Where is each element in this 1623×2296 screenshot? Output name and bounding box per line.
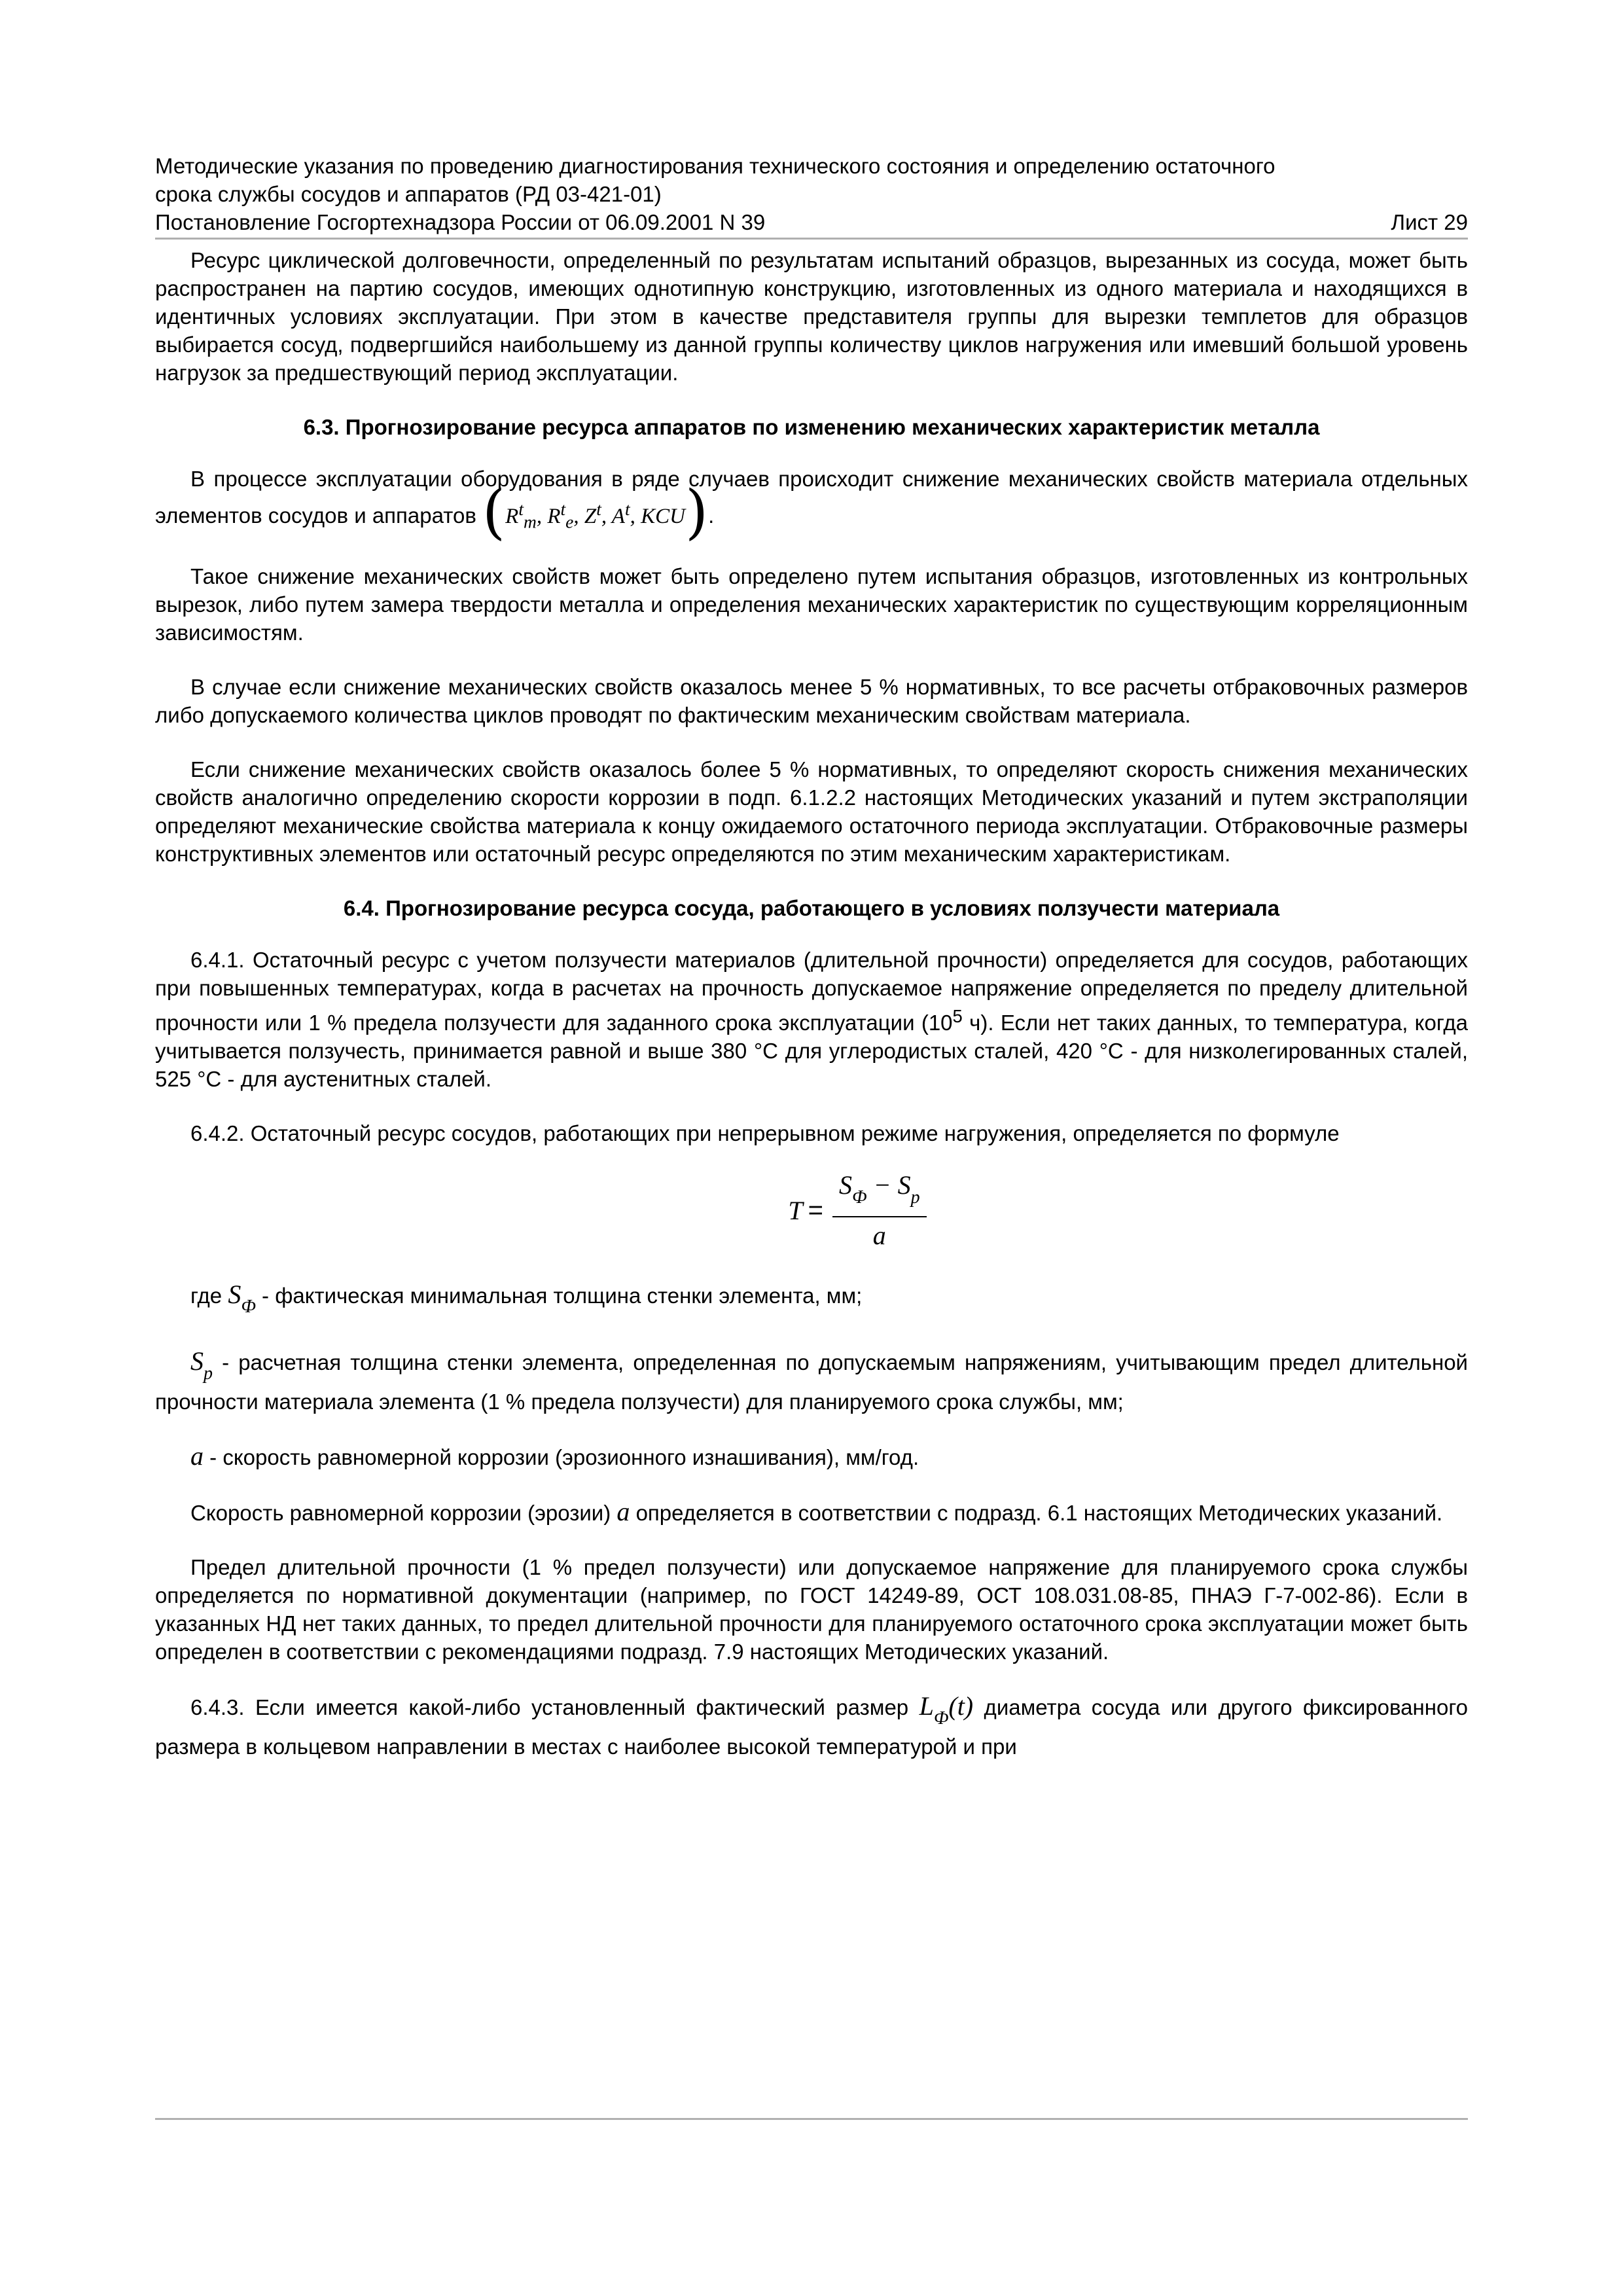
paragraph-mech-properties-text: В процессе эксплуатации оборудования в ряде случаев происходит снижение механических свойств материала отдельных элементов сосудов и аппаратов	[155, 467, 1468, 528]
exponent-5: 5	[952, 1005, 963, 1026]
footer-divider	[155, 2118, 1468, 2120]
definition-s-f: где $S_Ф$ - фактическая минимальная толщина стенки элемента, мм;	[190, 1279, 863, 1317]
formula-denominator: a	[872, 1220, 886, 1250]
definition-a: a - скорость равномерной коррозии (эрозионного изнашивания), мм/год.	[190, 1441, 919, 1471]
section-heading-6-3: 6.3. Прогнозирование ресурса аппаратов по изменению механических характеристик металла	[303, 415, 1320, 439]
formula-lhs: T	[788, 1195, 803, 1225]
document-page	[155, 152, 1468, 1787]
header-title-line2: срока службы сосудов и аппаратов (РД 03-421-01)	[155, 182, 662, 206]
document-header	[155, 152, 1468, 240]
paragraph-long-term-strength: Предел длительной прочности (1 % предел ползучести) или допускаемое напряжение для планируемого срока службы определяется по нормативной документации (например, по ГОСТ 14249-89, ОСТ 108.031.08-85, ПНАЭ Г-7-002-86). Если в указанных НД нет таких данных, то предел длительной прочности для планируемого остаточного срока эксплуатации может быть определен в соответствии с рекомендациями подразд. 7.9 настоящих Методических указаний.	[155, 1554, 1468, 1664]
paragraph-hardness: Такое снижение механических свойств может быть определено путем испытания образцов, изготовленных из контрольных вырезок, либо путем замера твердости металла и определения механических характеристик по существующим корреляционным зависимостям.	[155, 564, 1468, 645]
section-heading-6-4: 6.4. Прогнозирование ресурса сосуда, работающего в условиях ползучести материала	[343, 895, 1280, 920]
header-divider	[155, 238, 1468, 240]
paragraph-6-4-1: 6.4.1. Остаточный ресурс с учетом ползучести материалов (длительной прочности) определяется для сосудов, работающих при повышенных температурах, когда в расчетах на прочность допускаемое напряжение определяется по пределу длительной прочности или 1 % предела ползучести для заданного срока эксплуатации ($10^5$ ч). Если нет таких данных, то температура, когда учитывается ползучесть, принимается равной и выше 380 °С для углеродистых сталей, 420 °С - для низколегированных сталей, 525 °С - для аустенитных сталей.	[155, 947, 1469, 1091]
paragraph-less-than-5: В случае если снижение механических свойств оказалось менее 5 % нормативных, то все расчеты отбраковочных размеров либо допускаемого количества циклов проводят по фактическим механическим свойствам материала.	[155, 674, 1468, 727]
paragraph-6-4-2: 6.4.2. Остаточный ресурс сосудов, работающих при непрерывном режиме нагружения, определяется по формуле	[190, 1121, 1340, 1145]
paragraph-more-than-5: Если снижение механических свойств оказалось более 5 % нормативных, то определяют скорость снижения механических свойств аналогично определению скорости коррозии в подп. 6.1.2.2 настоящих Методических указаний и путем экстраполяции определяют механические свойства материала к концу ожидаемого остаточного периода эксплуатации. Отбраковочные размеры конструктивных элементов или остаточный ресурс определяются по этим механическим характеристикам.	[155, 757, 1468, 866]
header-decree: Постановление Госгортехнадзора России от 06.09.2001 N 39	[155, 210, 766, 234]
formula-equals: =	[808, 1195, 824, 1225]
paragraph-mech-properties: В процессе эксплуатации оборудования в ряде случаев происходит снижение механических свойств материала отдельных элементов сосудов и аппаратов ($R^t_m$, $R^t_e$, $Z^t$, $A^t$, KCU).	[155, 467, 1468, 547]
mech-properties-formula: ($R^t_m$, $R^t_e$, $Z^t$, $A^t$, KCU)	[482, 478, 709, 547]
header-sheet-number: Лист 29	[1391, 210, 1468, 234]
residual-resource-formula	[155, 1167, 1468, 1254]
paragraph-6-4-3: 6.4.3. Если имеется какой-либо установленный фактический размер $L_Ф(t)$ диаметра сосуда или другого фиксированного размера в кольцевом направлении в местах с наиболее высокой температурой и при	[155, 1691, 1468, 1759]
paragraph-corrosion-rate: Скорость равномерной коррозии (эрозии) a определяется в соответствии с подразд. 6.1 настоящих Методических указаний.	[190, 1496, 1443, 1526]
paragraph-cyclic-resource: Ресурс циклической долговечности, определенный по результатам испытаний образцов, вырезанных из сосуда, может быть распространен на партию сосудов, имеющих однотипную конструкцию, изготовленных из одного материала и находящихся в идентичных условиях эксплуатации. При этом в качестве представителя группы для вырезки темплетов для образцов выбирается сосуд, подвергшийся наибольшему из данной группы количеству циклов нагружения или имевший большой уровень нагрузок за предшествующий период эксплуатации.	[155, 248, 1468, 385]
formula-fraction	[832, 1167, 927, 1254]
formula-numerator: $S_Ф - S_p$	[839, 1170, 920, 1208]
header-title-line1: Методические указания по проведению диагностирования технического состояния и определению остаточного	[155, 154, 1275, 178]
definition-s-p: $S_p$ - расчетная толщина стенки элемента, определенная по допускаемым напряжениям, учитывающим предел длительной прочности материала элемента (1 % предела ползучести) для планируемого срока службы, мм;	[155, 1346, 1468, 1414]
header-row	[155, 208, 1468, 236]
